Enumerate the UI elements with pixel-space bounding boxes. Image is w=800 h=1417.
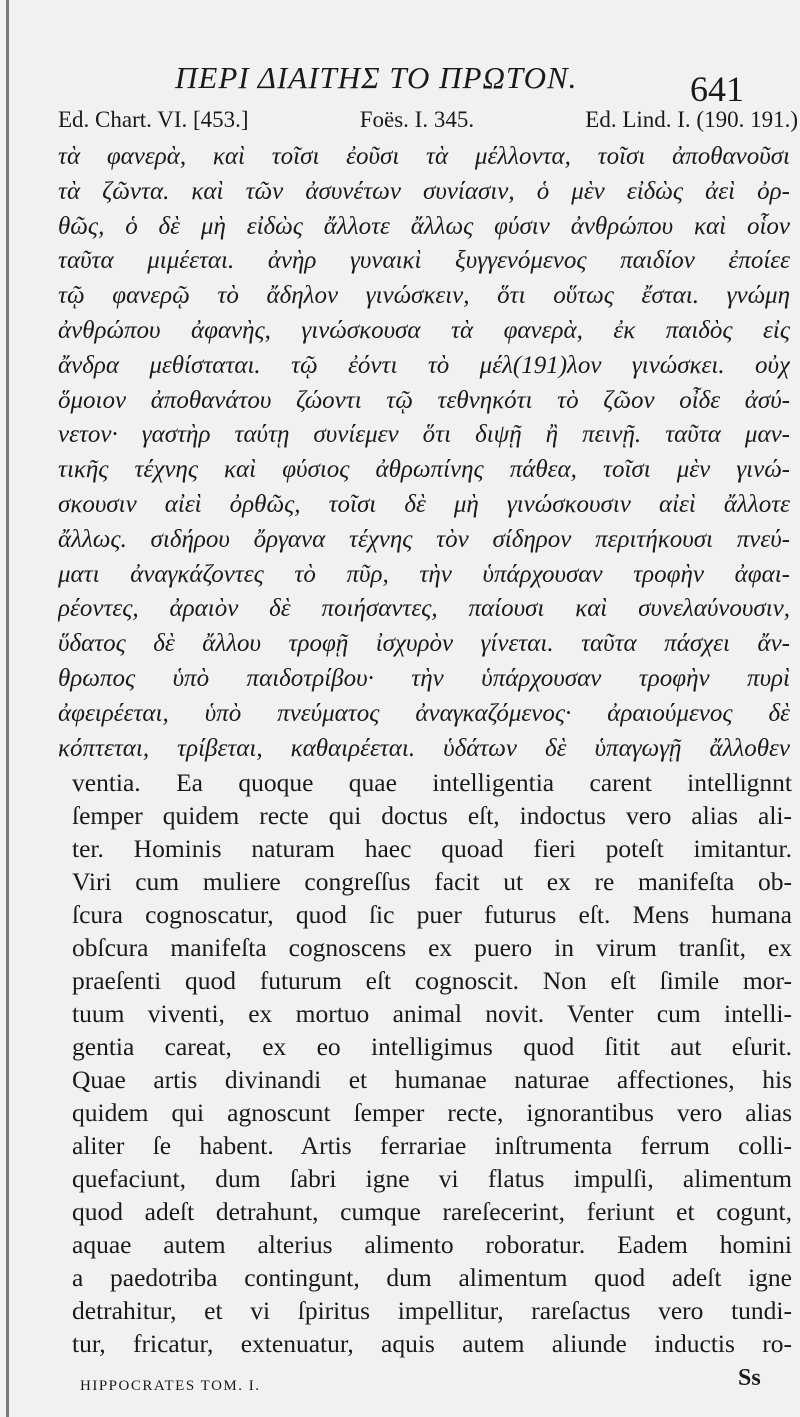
latin-line: quefaciunt, dum ſabri igne vi flatus impulſi, alimentum: [72, 1164, 792, 1193]
latin-line: Viri cum muliere congreſſus facit ut ex re manifeſta ob-: [72, 867, 792, 896]
greek-text: [58, 140, 790, 766]
greek-line: κόπτεται, τρίβεται, καθαιρέεται. ὑδάτων δὲ ὑπαγωγῇ ἄλλοθεν: [58, 734, 790, 762]
greek-line: ἀνθρώπου ἀφανὴς, γινώσκουσα τὰ φανερὰ, ἐκ παιδὸς εἰς: [58, 316, 790, 344]
latin-line: quidem qui agnoscunt ſemper recte, ignorantibus vero alias: [72, 1098, 792, 1127]
footer-signature-line: HIPPOCRATES TOM. I.: [80, 1378, 261, 1394]
running-head: ΠΕΡΙ ΔΙΑΙΤΗΣ ΤΟ ΠΡΩΤΟΝ.: [175, 60, 578, 95]
latin-line: gentia careat, ex eo intelligimus quod ſitit aut eſurit.: [72, 1032, 792, 1061]
greek-line: ἄλλως. σιδήρου ὄργανα τέχνης τὸν σίδηρον περιτήκουσι πνεύ-: [58, 525, 790, 553]
signature-mark: Ss: [738, 1365, 761, 1391]
greek-line: σκουσιν αἰεὶ ὀρθῶς, τοῖσι δὲ μὴ γινώσκουσιν αἰεὶ ἄλλοτε: [58, 490, 790, 518]
latin-line: aliter ſe habent. Artis ferrariae inſtrumenta ferrum colli-: [72, 1131, 792, 1160]
greek-line: τὰ ζῶντα. καὶ τῶν ἀσυνέτων συνίασιν, ὁ μὲν εἰδὼς ἀεὶ ὀρ-: [58, 177, 790, 205]
greek-line: ἄνδρα μεθίσταται. τῷ ἐόντι τὸ μέλ(191)λον γινώσκει. οὐχ: [58, 351, 790, 379]
greek-line: ὅμοιον ἀποθανάτου ζώοντι τῷ τεθνηκότι τὸ ζῶον οἶδε ἀσύ-: [58, 386, 790, 414]
latin-line: ſemper quidem recte qui doctus eſt, indoctus vero alias ali-: [72, 801, 792, 830]
latin-line: tur, fricatur, extenuatur, aquis autem aliunde inductis ro-: [72, 1329, 792, 1358]
latin-line: ventia. Ea quoque quae intelligentia carent intellignnt: [72, 768, 792, 797]
latin-line: a paedotriba contingunt, dum alimentum quod adeſt igne: [72, 1263, 792, 1292]
latin-line: aquae autem alterius alimento roboratur. Eadem homini: [72, 1230, 792, 1259]
latin-line: Quae artis divinandi et humanae naturae affectiones, his: [72, 1065, 792, 1094]
edition-references: [58, 107, 798, 133]
greek-line: ρέοντες, ἀραιὸν δὲ ποιήσαντες, παίουσι καὶ συνελαύνουσιν,: [58, 595, 790, 623]
greek-line: τὰ φανερὰ, καὶ τοῖσι ἐοῦσι τὰ μέλλοντα, τοῖσι ἀποθανοῦσι: [58, 143, 790, 170]
latin-line: ſcura cognoscatur, quod ſic puer futurus eſt. Mens humana: [72, 900, 792, 929]
latin-line: detrahitur, et vi ſpiritus impellitur, rareſactus vero tundi-: [72, 1296, 792, 1325]
greek-line: τικῆς τέχνης καὶ φύσιος ἀθρωπίνης πάθεα, τοῖσι μὲν γινώ-: [58, 456, 790, 484]
page-number: 641: [690, 69, 744, 109]
greek-line: ταῦτα μιμέεται. ἀνὴρ γυναικὶ ξυγγενόμενος παιδίον ἐποίεε: [58, 247, 790, 275]
edition-lind: Ed. Lind. I. (190. 191.): [585, 107, 798, 132]
edition-foes: Foës. I. 345.: [359, 107, 475, 132]
latin-translation: [72, 766, 792, 1360]
greek-line: ἀφειρέεται, ὑπὸ πνεύματος ἀναγκαζόμενος· ἀραιούμενος δὲ: [58, 699, 790, 727]
greek-line: θρωπος ὑπὸ παιδοτρίβου· τὴν ὑπάρχουσαν τροφὴν πυρὶ: [58, 664, 790, 692]
latin-line: praeſenti quod futurum eſt cognoscit. Non eſt ſimile mor-: [72, 966, 792, 995]
latin-line: obſcura manifeſta cognoscens ex puero in virum tranſit, ex: [72, 933, 792, 962]
greek-line: θῶς, ὁ δὲ μὴ εἰδὼς ἄλλοτε ἄλλως φύσιν ἀνθρώπου καὶ οἷον: [58, 212, 790, 240]
edition-chart: Ed. Chart. VI. [453.]: [58, 107, 249, 132]
latin-line: quod adeſt detrahunt, cumque rareſecerint, feriunt et cogunt,: [72, 1197, 792, 1226]
greek-line: τῷ φανερῷ τὸ ἄδηλον γινώσκειν, ὅτι οὕτως ἔσται. γνώμη: [58, 282, 790, 310]
greek-line: νετον· γαστὴρ ταύτῃ συνίεμεν ὅτι διψῇ ἢ πεινῇ. ταῦτα μαν-: [58, 421, 790, 449]
greek-line: ματι ἀναγκάζοντες τὸ πῦρ, τὴν ὑπάρχουσαν τροφὴν ἀφαι-: [58, 560, 790, 588]
page-edge: [6, 0, 9, 1417]
greek-line: ὕδατος δὲ ἄλλου τροφῇ ἰσχυρὸν γίνεται. ταῦτα πάσχει ἄν-: [58, 630, 790, 658]
latin-line: ter. Hominis naturam haec quoad fieri poteſt imitantur.: [72, 834, 792, 863]
latin-line: tuum viventi, ex mortuo animal novit. Venter cum intelli-: [72, 999, 792, 1028]
